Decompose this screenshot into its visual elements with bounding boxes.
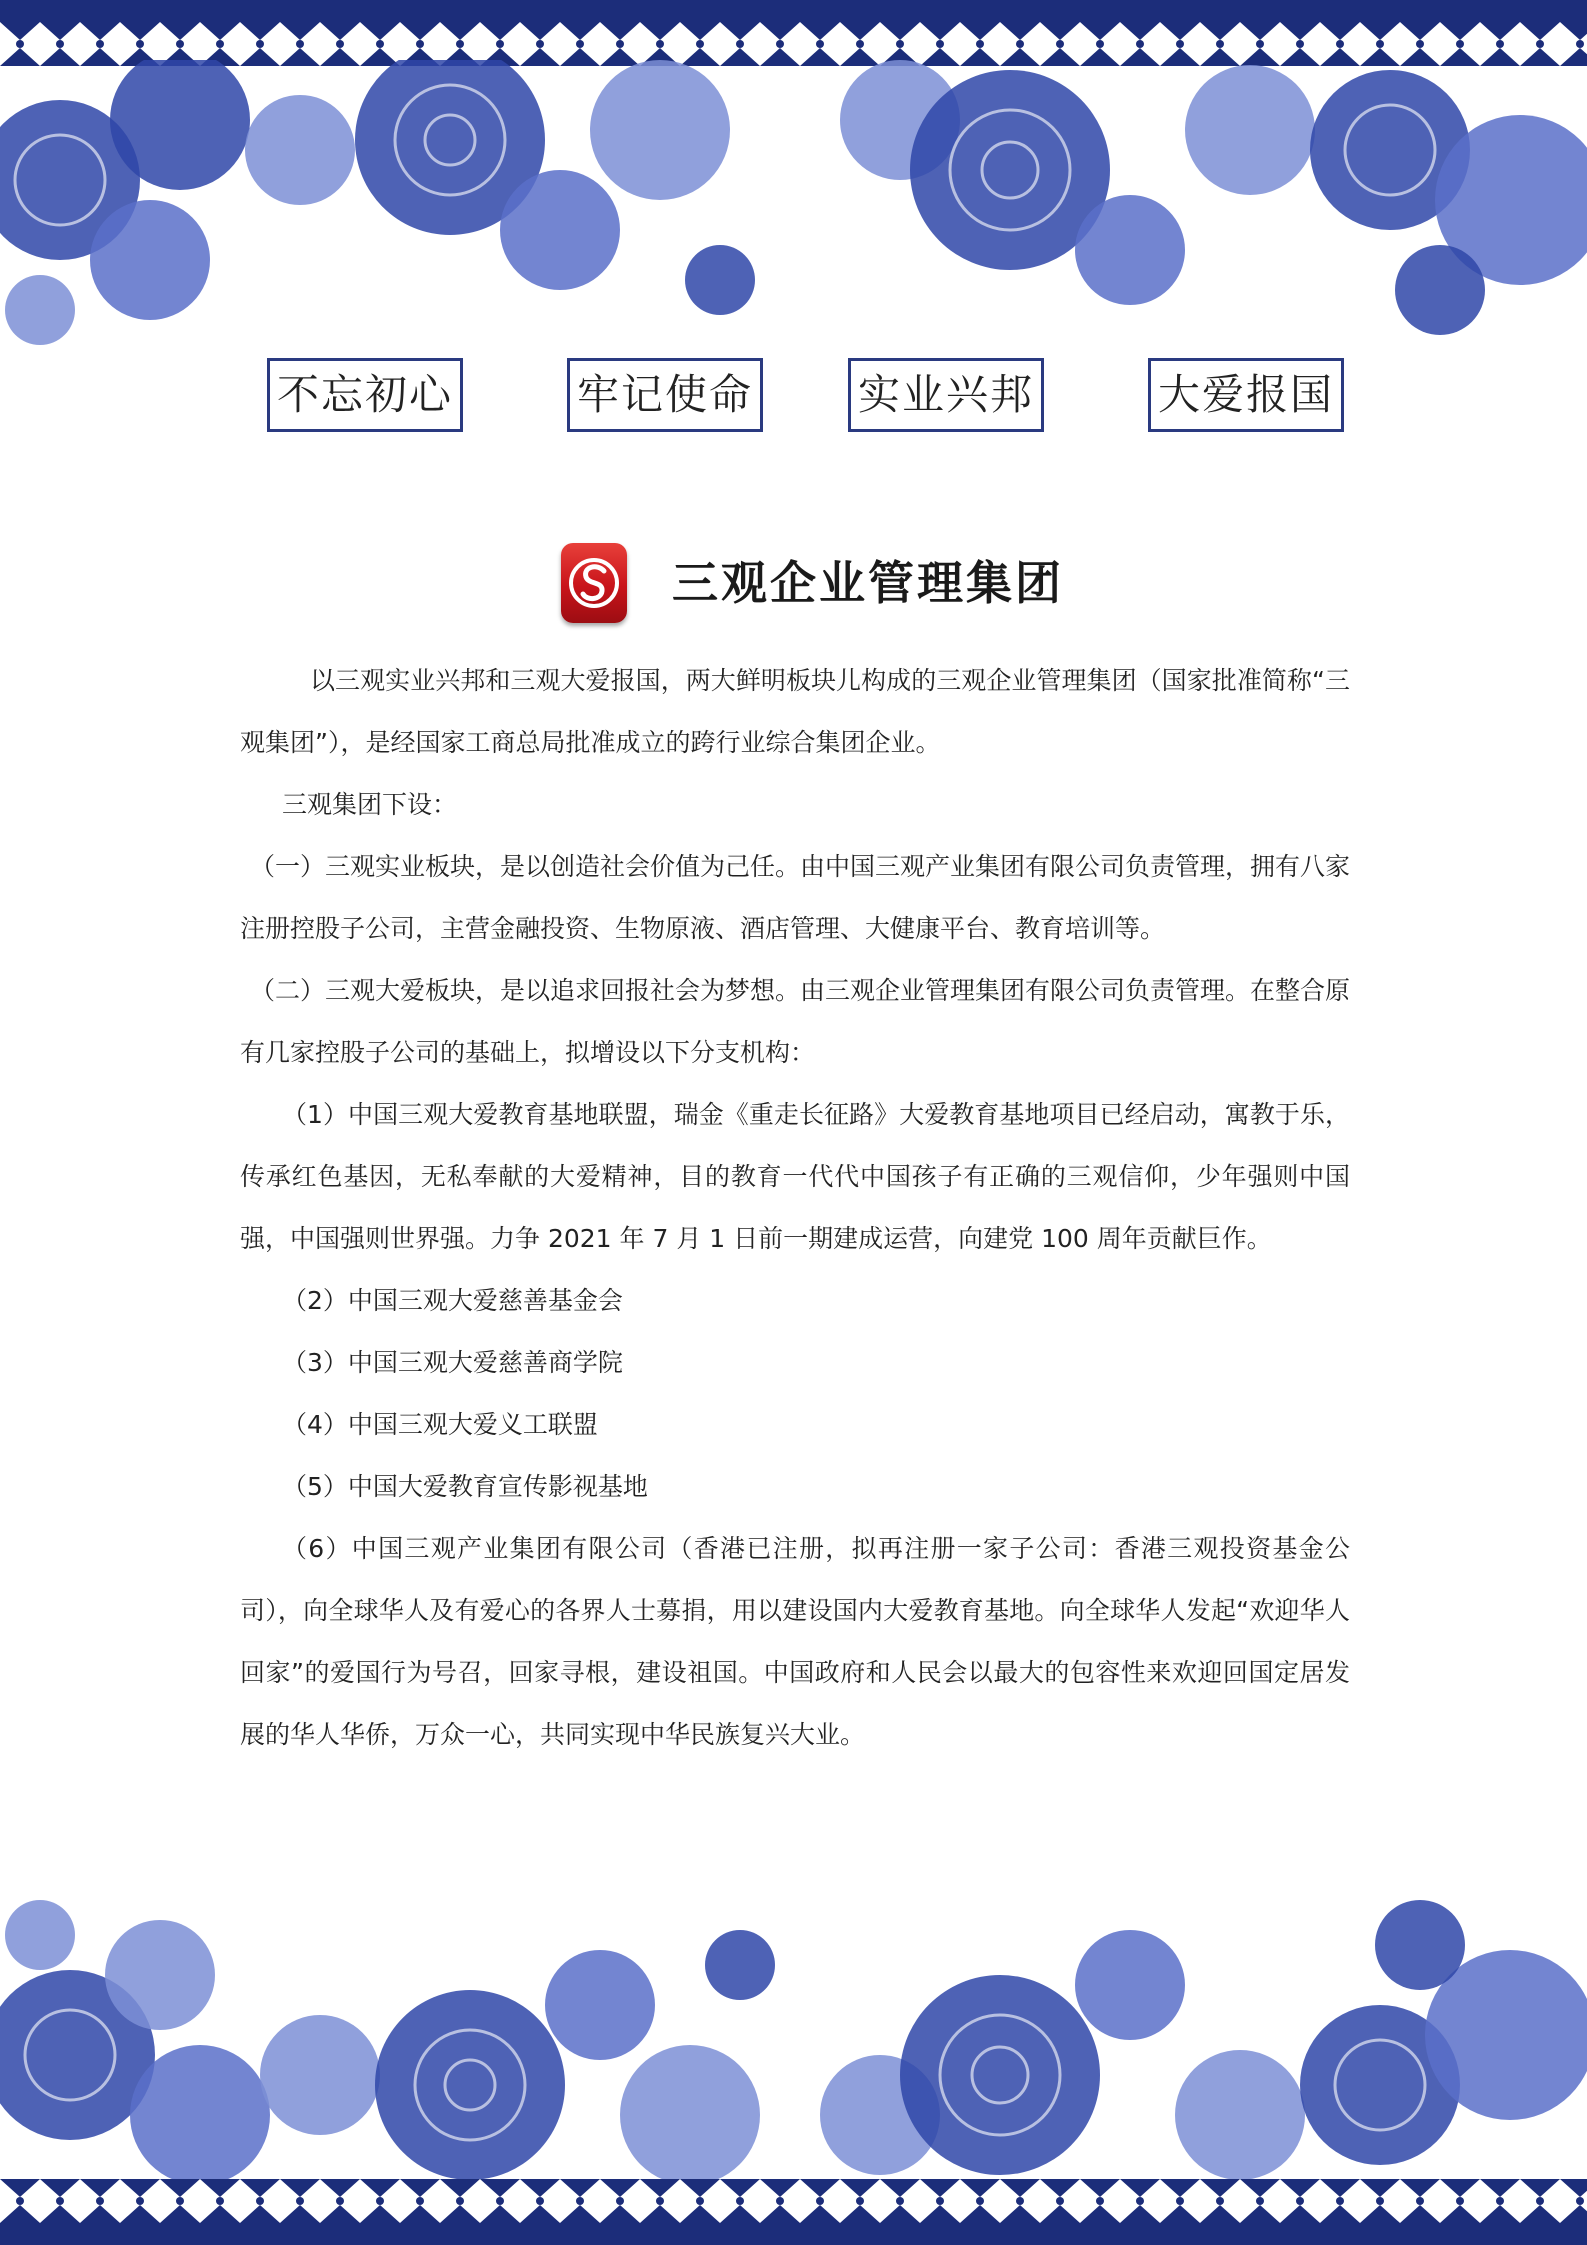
list-item-6: （6）中国三观产业集团有限公司（香港已注册，拟再注册一家子公司：香港三观投资基金公司），向全球华人及有爱心的各界人士募捐，用以建设国内大爱教育基地。向全球华人发起“欢迎华人回家”的爱国行为号召，回家寻根，建设祖国。中国政府和人民会以最大的包容性来欢迎回国定居发展的华人华侨，万众一心，共同实现中华民族复兴大业。: [240, 1534, 1350, 1749]
bottom-floral-decoration: [0, 1885, 1587, 2185]
list-item-3: （3）中国三观大爱慈善商学院: [282, 1348, 623, 1377]
list-item-1: （1）中国三观大爱教育基地联盟，瑞金《重走长征路》大爱教育基地项目已经启动，寓教于乐，传承红色基因，无私奉献的大爱精神，目的教育一代代中国孩子有正确的三观信仰，少年强则中国强，中国强则世界强。力争 2021 年 7 月 1 日前一期建成运营，向建党 100 周年贡献巨作。: [240, 1100, 1350, 1253]
paragraph-intro: 以三观实业兴邦和三观大爱报国，两大鲜明板块儿构成的三观企业管理集团（国家批准简称“三观集团”），是经国家工商总局批准成立的跨行业综合集团企业。: [240, 666, 1350, 757]
document-body: [240, 650, 1350, 1766]
slogan-box-1: 不忘初心: [267, 358, 463, 432]
paragraph-subsidiaries-heading: 三观集团下设：: [282, 790, 458, 819]
paragraph-section-one: （一）三观实业板块，是以创造社会价值为己任。由中国三观产业集团有限公司负责管理，拥有八家注册控股子公司，主营金融投资、生物原液、酒店管理、大健康平台、教育培训等。: [240, 852, 1351, 943]
slogan-box-4: 大爱报国: [1148, 358, 1344, 432]
list-item-5: （5）中国大爱教育宣传影视基地: [282, 1472, 648, 1501]
slogan-box-3: 实业兴邦: [848, 358, 1044, 432]
company-logo-icon: [561, 543, 627, 623]
paragraph-section-two: （二）三观大爱板块，是以追求回报社会为梦想。由三观企业管理集团有限公司负责管理。在整合原有几家控股子公司的基础上，拟增设以下分支机构：: [240, 976, 1351, 1067]
list-item-2: （2）中国三观大爱慈善基金会: [282, 1286, 623, 1315]
bottom-pattern-strip: [0, 2179, 1587, 2223]
top-floral-decoration: [0, 60, 1587, 360]
top-border-band: [0, 0, 1587, 22]
bottom-border-band: [0, 2223, 1587, 2245]
list-item-4: （4）中国三观大爱义工联盟: [282, 1410, 598, 1439]
slogan-box-2: 牢记使命: [567, 358, 763, 432]
page-title: 三观企业管理集团: [672, 556, 1064, 610]
